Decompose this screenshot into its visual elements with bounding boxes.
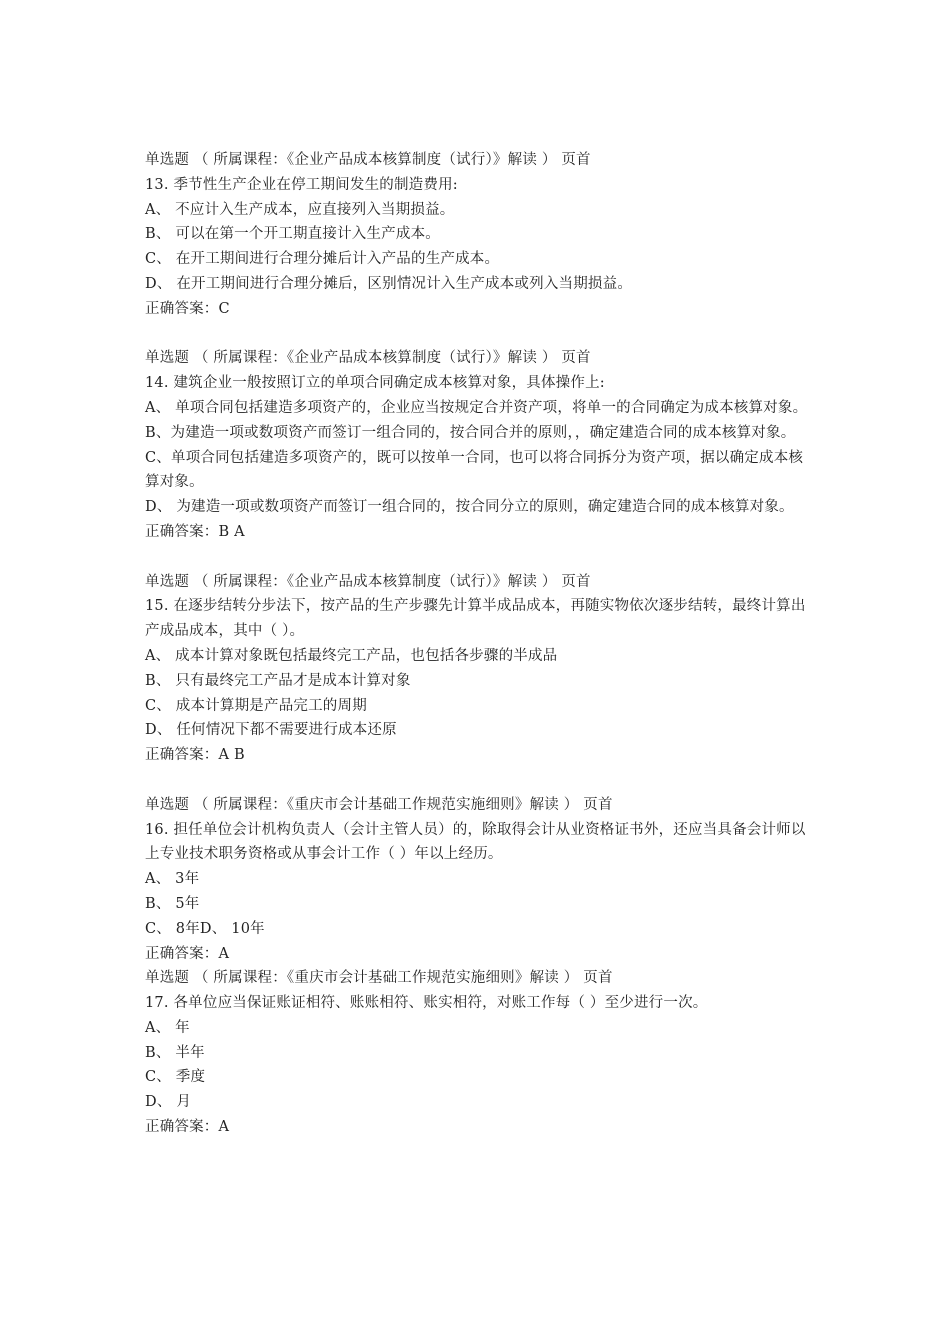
option-d: D、 在开工期间进行合理分摊后，区别情况计入生产成本或列入当期损益。 — [145, 275, 633, 292]
option-b: B、 可以在第一个开工期直接计入生产成本。 — [145, 226, 440, 243]
option-d: D、 为建造一项或数项资产而签订一组合同的，按合同分立的原则，确定建造合同的成本核算对象。 — [145, 499, 794, 516]
question-block — [145, 570, 815, 768]
spacer — [145, 768, 815, 793]
question-block — [145, 148, 815, 322]
question-block — [145, 966, 815, 1140]
option-b: B、 只有最终完工产品才是成本计算对象 — [145, 672, 411, 689]
option-c: C、 季度 — [145, 1069, 206, 1086]
spacer — [145, 322, 815, 347]
option-b: B、 半年 — [145, 1044, 205, 1061]
option-d: D、 月 — [145, 1094, 192, 1111]
document-page — [145, 148, 815, 1140]
question-stem: 14. 建筑企业一般按照订立的单项合同确定成本核算对象，具体操作上: — [145, 375, 605, 392]
option-c: C、单项合同包括建造多项资产的，既可以按单一合同，也可以将合同拆分为资产项，据以确定成本核算对象。 — [145, 449, 804, 491]
question-stem: 13. 季节性生产企业在停工期间发生的制造费用: — [145, 176, 458, 193]
answer: 正确答案：A B — [145, 747, 245, 764]
question-stem: 15. 在逐步结转分步法下，按产品的生产步骤先计算半成品成本，再随实物依次逐步结转，最终计算出产成品成本，其中（ ）。 — [145, 598, 806, 640]
option-c: C、 成本计算期是产品完工的周期 — [145, 697, 367, 714]
question-header: 单选题 （ 所属课程：《企业产品成本核算制度（试行）》解读 ） 页首 — [145, 152, 591, 168]
answer: 正确答案：A — [145, 1119, 230, 1136]
question-stem: 17. 各单位应当保证账证相符、账账相符、账实相符，对账工作每（ ）至少进行一次。 — [145, 995, 708, 1012]
option-a: A、 年 — [145, 1019, 190, 1036]
answer: 正确答案：C — [145, 300, 230, 317]
answer: 正确答案：B A — [145, 523, 245, 540]
question-header: 单选题 （ 所属课程：《重庆市会计基础工作规范实施细则》解读 ） 页首 — [145, 796, 613, 813]
option-d: D、 任何情况下都不需要进行成本还原 — [145, 722, 397, 739]
option-a: A、 3年 — [145, 871, 200, 888]
question-header: 单选题 （ 所属课程：《重庆市会计基础工作规范实施细则》解读 ） 页首 — [145, 970, 613, 987]
option-b: B、为建造一项或数项资产而签订一组合同的，按合同合并的原则，，确定建造合同的成本核算对象。 — [145, 424, 796, 441]
question-block — [145, 793, 815, 967]
option-a: A、 单项合同包括建造多项资产的，企业应当按规定合并资产项，将单一的合同确定为成本核算对象。 — [145, 399, 808, 416]
question-header: 单选题 （ 所属课程：《企业产品成本核算制度（试行）》解读 ） 页首 — [145, 350, 591, 367]
spacer — [145, 545, 815, 570]
question-header: 单选题 （ 所属课程：《企业产品成本核算制度（试行）》解读 ） 页首 — [145, 573, 591, 590]
question-block — [145, 346, 815, 544]
option-c: C、 在开工期间进行合理分摊后计入产品的生产成本。 — [145, 251, 500, 268]
option-a: A、 成本计算对象既包括最终完工产品，也包括各步骤的半成品 — [145, 647, 558, 664]
option-c-d: C、 8年D、 10年 — [145, 920, 265, 937]
option-a: A、 不应计入生产成本，应直接列入当期损益。 — [145, 201, 455, 218]
answer: 正确答案：A — [145, 945, 230, 962]
question-stem: 16. 担任单位会计机构负责人（会计主管人员）的，除取得会计从业资格证书外，还应当具备会计师以上专业技术职务资格或从事会计工作（ ）年以上经历。 — [145, 821, 806, 863]
option-b: B、 5年 — [145, 895, 200, 912]
